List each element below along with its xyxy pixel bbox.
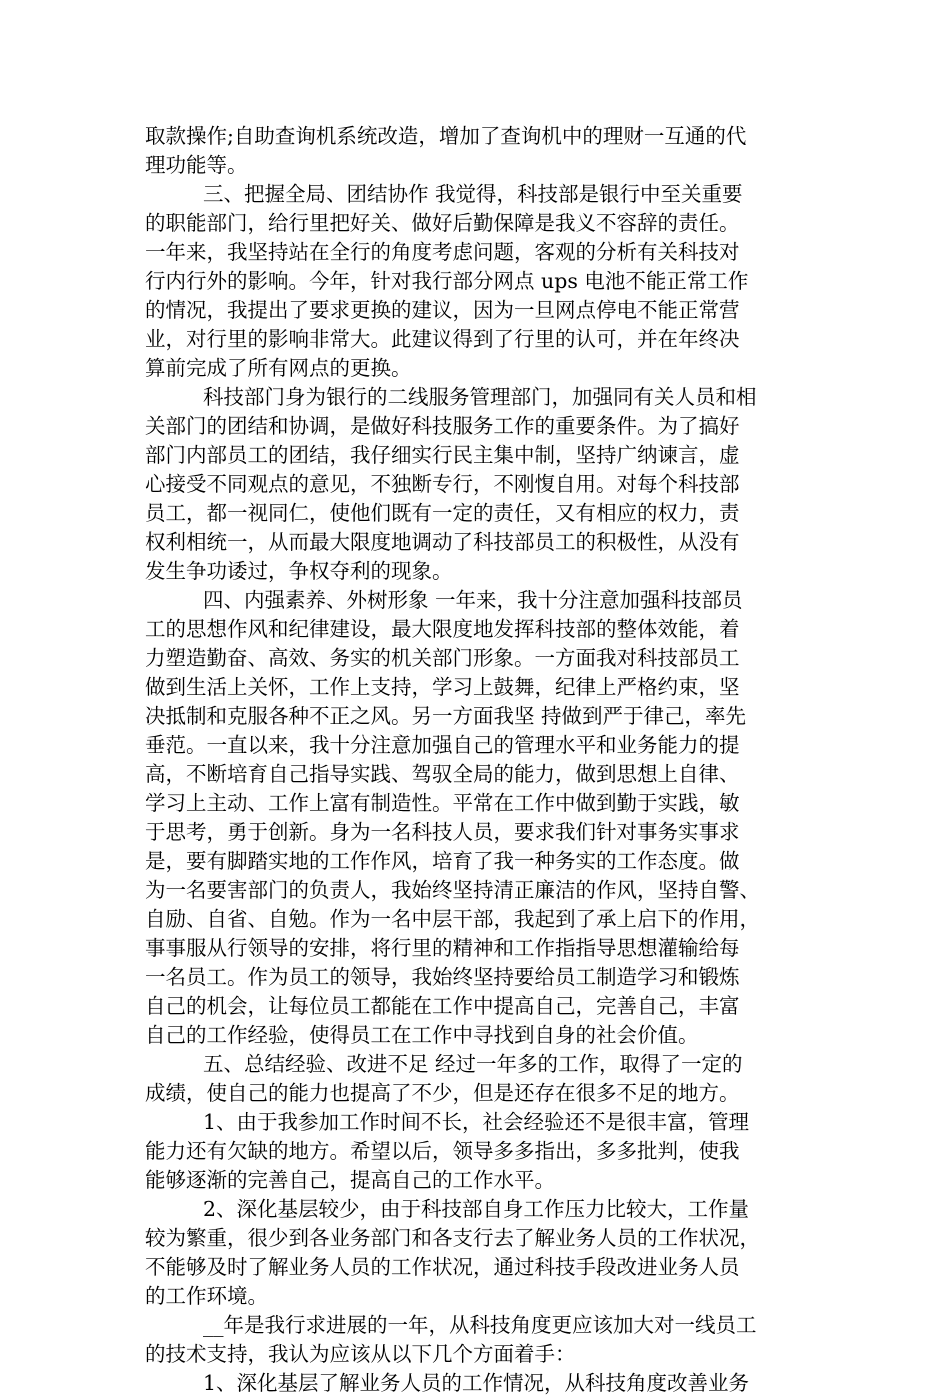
text-line: 算前完成了所有网点的更换。	[145, 356, 412, 380]
text-line: 为一名要害部门的负责人，我始终坚持清正廉洁的作风，坚持自警、	[145, 878, 760, 902]
text-line: 权利相统一，从而最大限度地调动了科技部员工的积极性，从没有	[145, 530, 740, 554]
text-line: __年是我行求进展的一年，从科技角度更应该加大对一线员工	[203, 1313, 757, 1337]
text-line: 自励、自省、自勉。作为一名中层干部，我起到了承上启下的作用，	[145, 907, 760, 931]
text-line: 决抵制和克服各种不正之风。另一方面我坚 持做到严于律己，率先	[145, 704, 747, 728]
text-line: 四、内强素养、外树形象 一年来，我十分注意加强科技部员	[203, 588, 743, 612]
text-line: 一名员工。作为员工的领导，我始终坚持要给员工制造学习和锻炼	[145, 965, 740, 989]
text-line: 能力还有欠缺的地方。希望以后，领导多多指出，多多批判，使我	[145, 1139, 740, 1163]
text-line: 行内行外的影响。今年，针对我行部分网点 ups 电池不能正常工作	[145, 269, 749, 293]
text-line: 高，不断培育自己指导实践、驾驭全局的能力，做到思想上自律、	[145, 762, 740, 786]
text-line: 1、由于我参加工作时间不长，社会经验还不是很丰富，管理	[203, 1110, 750, 1134]
text-line: 成绩，使自己的能力也提高了不少，但是还存在很多不足的地方。	[145, 1081, 740, 1105]
text-line: 垂范。一直以来，我十分注意加强自己的管理水平和业务能力的提	[145, 733, 740, 757]
text-line: 1、深化基层了解业务人员的工作情况，从科技角度改善业务	[203, 1371, 750, 1395]
text-line: 发生争功诿过，争权夺利的现象。	[145, 559, 453, 583]
text-line: 学习上主动、工作上富有制造性。平常在工作中做到勤于实践，敏	[145, 791, 740, 815]
text-line: 事事服从行领导的安排，将行里的精神和工作指指导思想灌输给每	[145, 936, 740, 960]
text-line: 工的思想作风和纪律建设，最大限度地发挥科技部的整体效能，着	[145, 617, 740, 641]
text-line: 自己的工作经验，使得员工在工作中寻找到自身的社会价值。	[145, 1023, 699, 1047]
document-body	[145, 122, 810, 1398]
text-line: 的技术支持，我认为应该从以下几个方面着手：	[145, 1342, 576, 1366]
text-line: 三、把握全局、团结协作 我觉得，科技部是银行中至关重要	[203, 182, 743, 206]
text-line: 一年来，我坚持站在全行的角度考虑问题，客观的分析有关科技对	[145, 240, 740, 264]
text-line: 能够逐渐的完善自己，提高自己的工作水平。	[145, 1168, 555, 1192]
text-line: 的职能部门，给行里把好关、做好后勤保障是我义不容辞的责任。	[145, 211, 740, 235]
text-line: 较为繁重，很少到各业务部门和各支行去了解业务人员的工作状况，	[145, 1226, 760, 1250]
text-line: 关部门的团结和协调，是做好科技服务工作的重要条件。为了搞好	[145, 414, 740, 438]
text-line: 心接受不同观点的意见，不独断专行，不刚愎自用。对每个科技部	[145, 472, 740, 496]
text-line: 于思考，勇于创新。身为一名科技人员，要求我们针对事务实事求	[145, 820, 740, 844]
text-line: 科技部门身为银行的二线服务管理部门，加强同有关人员和相	[203, 385, 757, 409]
text-line: 自己的机会，让每位员工都能在工作中提高自己，完善自己，丰富	[145, 994, 740, 1018]
text-line: 取款操作;自助查询机系统改造，增加了查询机中的理财一互通的代	[145, 124, 747, 148]
text-line: 员工，都一视同仁，使他们既有一定的责任，又有相应的权力，责	[145, 501, 740, 525]
text-line: 五、总结经验、改进不足 经过一年多的工作，取得了一定的	[203, 1052, 743, 1076]
text-line: 部门内部员工的团结，我仔细实行民主集中制，坚持广纳谏言，虚	[145, 443, 740, 467]
text-line: 理功能等。	[145, 153, 248, 177]
text-line: 是，要有脚踏实地的工作作风，培育了我一种务实的工作态度。做	[145, 849, 740, 873]
text-line: 2、深化基层较少，由于科技部自身工作压力比较大，工作量	[203, 1197, 750, 1221]
text-line: 的情况，我提出了要求更换的建议，因为一旦网点停电不能正常营	[145, 298, 740, 322]
text-line: 不能够及时了解业务人员的工作状况，通过科技手段改进业务人员	[145, 1255, 740, 1279]
text-line: 力塑造勤奋、高效、务实的机关部门形象。一方面我对科技部员工	[145, 646, 740, 670]
text-line: 的工作环境。	[145, 1284, 268, 1308]
text-line: 业，对行里的影响非常大。此建议得到了行里的认可，并在年终决	[145, 327, 740, 351]
text-line: 做到生活上关怀，工作上支持，学习上鼓舞，纪律上严格约束，坚	[145, 675, 740, 699]
